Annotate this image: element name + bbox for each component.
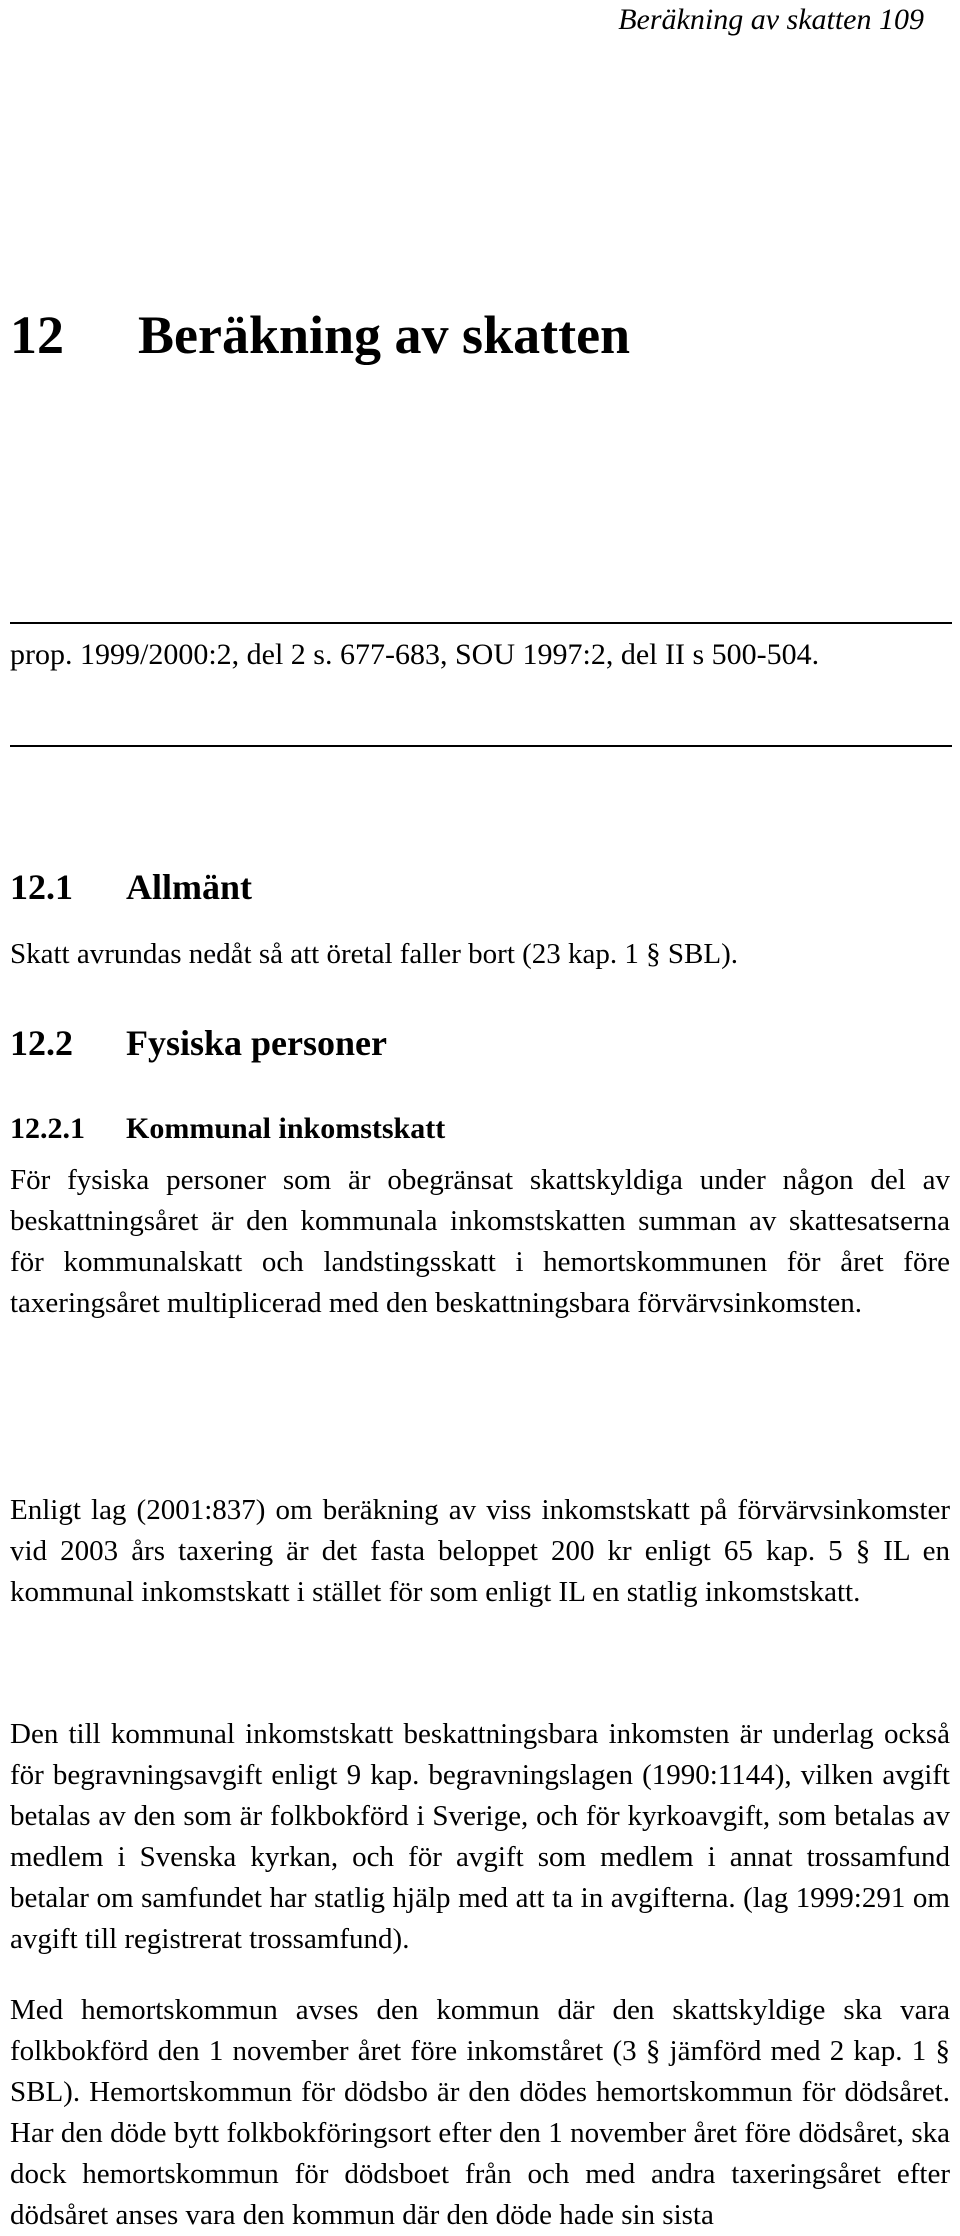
section-heading-allmant	[10, 862, 252, 912]
chapter-number: 12	[10, 305, 64, 365]
paragraph: Enligt lag (2001:837) om beräkning av viss inkomstskatt på förvärvsinkomster vid 2003 års taxering är det fasta beloppet 200 kr enligt 65 kap. 5 § IL en kommunal inkomstskatt i stället för som enligt IL en statlig inkomstskatt.	[10, 1494, 950, 1608]
section-number: 12.1	[10, 867, 73, 907]
paragraph: Den till kommunal inkomstskatt beskattningsbara inkomsten är underlag också för begravningsavgift enligt 9 kap. begravningslagen (1990:1144), vilken avgift betalas av den som är folkbokförd i Sverige, och för kyrkoavgift, som betalas av medlem i Svenska kyrkan, och för avgift som medlem i annat trossamfund betalar om samfundet har statlig hjälp med att ta in avgifterna. (lag 1999:291 om avgift till registrerat trossamfund).	[10, 1718, 950, 1955]
paragraph: För fysiska personer som är obegränsat skattskyldiga under någon del av beskattningsåret är den kommunala inkomstskatten summan av skattesatserna för kommunalskatt och landstingsskatt i hemortskommunen för året före taxeringsåret multiplicerad med den beskattningsbara förvärvsinkomsten.	[10, 1164, 950, 1319]
section-title: Fysiska personer	[126, 1023, 387, 1063]
section-number: 12.2	[10, 1023, 73, 1063]
subsection-number: 12.2.1	[10, 1112, 85, 1145]
running-header: Beräkning av skatten 109	[618, 3, 924, 36]
paragraph: Med hemortskommun avses den kommun där den skattskyldige ska vara folkbokförd den 1 november året före inkomståret (3 § jämförd med 2 kap. 1 § SBL). Hemortskommun för dödsbo är den dödes hemortskommun för dödsåret. Har den döde bytt folkbokföringsort efter den 1 november året före dödsåret, ska dock hemortskommun för dödsboet från och med andra taxeringsåret efter dödsåret anses vara den kommun där den döde hade sin sista	[10, 1994, 950, 2231]
chapter-title-text: Beräkning av skatten	[138, 305, 631, 365]
reference-top-rule	[10, 622, 952, 624]
section-title: Allmänt	[126, 867, 252, 907]
section-allmant-text: Skatt avrundas nedåt så att öretal faller bort (23 kap. 1 § SBL).	[10, 938, 739, 970]
chapter-title	[10, 300, 630, 370]
reference-text: prop. 1999/2000:2, del 2 s. 677-683, SOU 1997:2, del II s 500-504.	[10, 638, 820, 671]
subsection-heading-kommunal-inkomstskatt	[10, 1108, 445, 1150]
section-heading-fysiska-personer	[10, 1018, 387, 1068]
subsection-title: Kommunal inkomstskatt	[126, 1112, 446, 1145]
reference-bottom-rule	[10, 745, 952, 747]
